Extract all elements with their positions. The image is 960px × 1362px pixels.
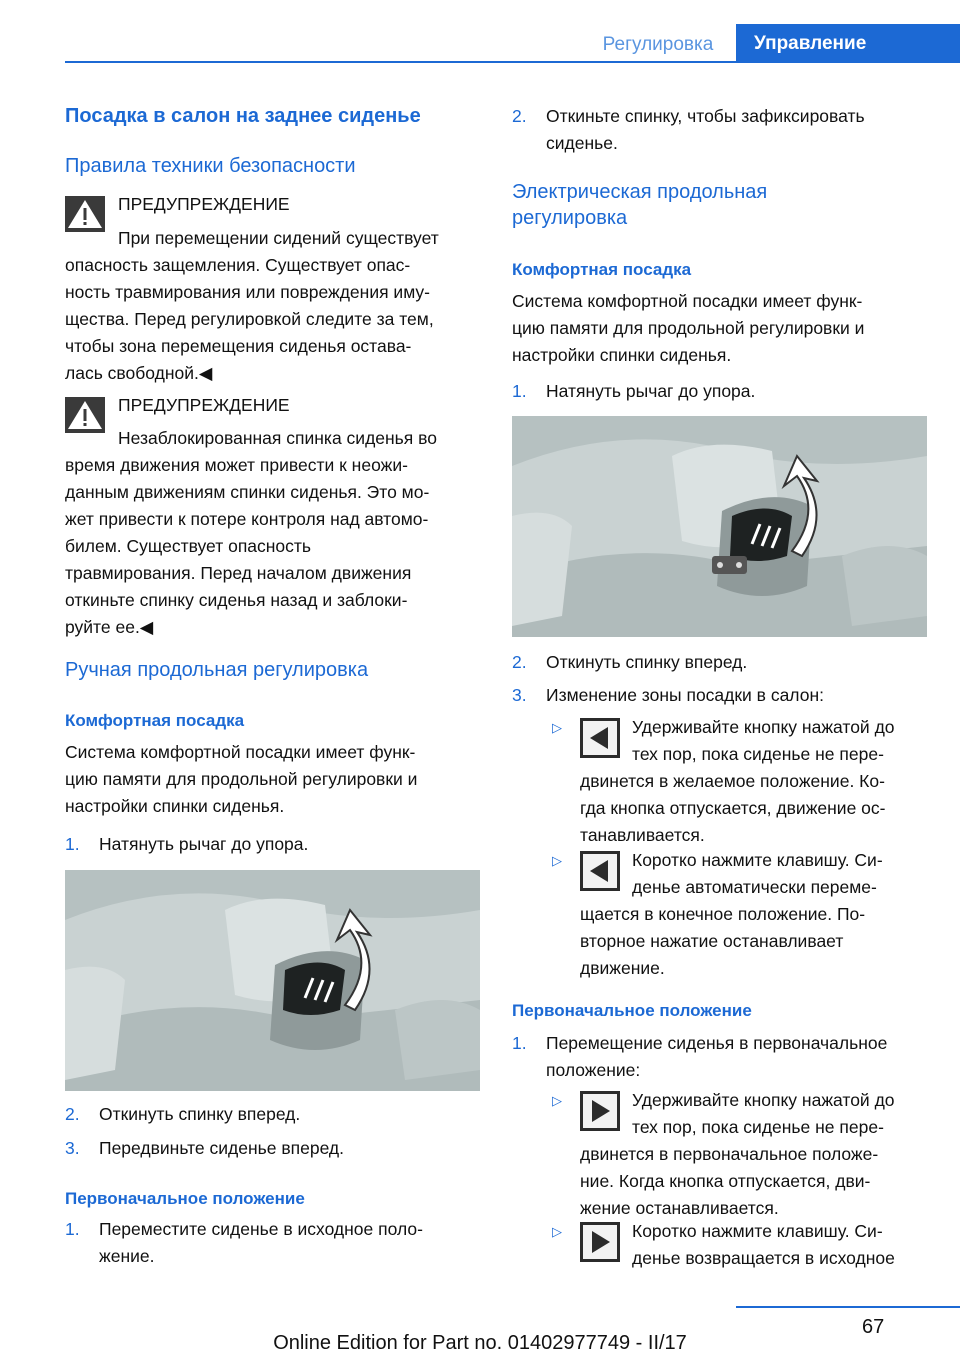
initial-heading: Первоначальное положение (65, 1189, 305, 1208)
sub-text: двинется в первоначальное положе- (580, 1144, 879, 1164)
sub-text: Коротко нажмите клавишу. Си- (632, 850, 883, 870)
step-text: Натянуть рычаг до упора. (99, 834, 309, 854)
bullet-marker: ▷ (552, 720, 562, 735)
step-number: 1. (512, 1033, 527, 1053)
manual-heading: Ручная продольная регулировка (65, 659, 369, 681)
step-text: Откиньте спинку, чтобы зафиксировать (546, 106, 865, 126)
step-text: сиденье. (546, 133, 618, 153)
warning-icon (65, 397, 105, 433)
sub-text: вторное нажатие останавливает (580, 931, 844, 951)
warning-text-line: опасность защемления. Существует опас- (65, 255, 411, 275)
sub-text: движение. (580, 958, 665, 978)
warning-text-line: чтобы зона перемещения сиденья остава- (65, 336, 412, 356)
step-text: жение. (99, 1246, 155, 1266)
step-number: 3. (512, 685, 527, 705)
warning-label: ПРЕДУПРЕЖДЕНИЕ (118, 395, 290, 415)
step-number: 1. (512, 381, 527, 401)
warning-text-line: данным движениям спинки сиденья. Это мо- (65, 482, 430, 502)
step-text: Переместите сиденье в исходное поло- (99, 1219, 423, 1239)
bullet-marker: ▷ (552, 1093, 562, 1108)
page-number: 67 (862, 1316, 885, 1338)
warning-text-line: При перемещении сидений существует (118, 228, 439, 248)
sub-text: денье возвращается в исходное (632, 1248, 895, 1268)
sub-text: Удерживайте кнопку нажатой до (632, 1090, 895, 1110)
safety-heading: Правила техники безопасности (65, 155, 356, 177)
arrow-left-button-icon (580, 851, 620, 891)
warning-label: ПРЕДУПРЕЖДЕНИЕ (118, 194, 290, 214)
arrow-left-button-icon (580, 718, 620, 758)
bullet-marker: ▷ (552, 853, 562, 868)
tab-adjust: Регулировка (602, 34, 714, 55)
initial-heading: Первоначальное положение (512, 1001, 752, 1020)
sub-text: двинется в желаемое положение. Ко- (580, 771, 885, 791)
section-title: Посадка в салон на заднее сиденье (65, 105, 421, 127)
seat-lever-photo (512, 416, 927, 637)
warning-text-line: откиньте спинку сиденья назад и заблоки- (65, 590, 408, 610)
warning-text-line: время движения может привести к неожи- (65, 455, 408, 475)
header-rule (65, 61, 960, 63)
sub-text: гда кнопка отпускается, движение ос- (580, 798, 886, 818)
step-text: Изменение зоны посадки в салон: (546, 685, 824, 705)
arrow-right-button-icon (580, 1222, 620, 1262)
comfort-text-line: цию памяти для продольной регулировки и (65, 769, 418, 789)
comfort-text-line: цию памяти для продольной регулировки и (512, 318, 865, 338)
warning-text-line: лась свободной.◀ (65, 363, 213, 383)
comfort-text-line: Система комфортной посадки имеет функ- (512, 291, 863, 311)
sub-text: тех пор, пока сиденье не пере- (632, 744, 884, 764)
sub-text: Коротко нажмите клавишу. Си- (632, 1221, 883, 1241)
step-number: 1. (65, 1219, 80, 1239)
step-number: 2. (512, 652, 527, 672)
step-number: 1. (65, 834, 80, 854)
step-text: Передвиньте сиденье вперед. (99, 1138, 345, 1158)
warning-icon (65, 196, 105, 232)
electric-heading: регулировка (512, 207, 628, 229)
warning-text-line: Незаблокированная спинка сиденья во (118, 428, 437, 448)
sub-text: тех пор, пока сиденье не пере- (632, 1117, 884, 1137)
electric-heading: Электрическая продольная (512, 181, 768, 203)
step-number: 2. (65, 1104, 80, 1124)
edition-text: Online Edition for Part no. 01402977749 - II/17 (273, 1332, 687, 1354)
sub-text: жение останавливается. (580, 1198, 779, 1218)
sub-text: ние. Когда кнопка отпускается, дви- (580, 1171, 871, 1191)
warning-text-line: руйте ее.◀ (65, 617, 154, 637)
step-text: положение: (546, 1060, 641, 1080)
warning-text-line: щества. Перед регулировкой следите за тем, (65, 309, 434, 329)
sub-text: денье автоматически переме- (632, 877, 877, 897)
seat-lever-photo (65, 870, 480, 1091)
warning-text-line: ность травмирования или повреждения иму- (65, 282, 431, 302)
sub-text: щается в конечное положение. По- (580, 904, 866, 924)
comfort-text-line: настройки спинки сиденья. (512, 345, 732, 365)
sub-text: танавливается. (580, 825, 705, 845)
footer-rule (736, 1306, 960, 1308)
step-text: Перемещение сиденья в первоначальное (546, 1033, 888, 1053)
arrow-right-button-icon (580, 1091, 620, 1131)
warning-text-line: жет привести к потере контроля над автомо- (65, 509, 429, 529)
warning-text-line: билем. Существует опасность (65, 536, 312, 556)
sub-text: Удерживайте кнопку нажатой до (632, 717, 895, 737)
warning-text-line: травмирования. Перед началом движения (65, 563, 412, 583)
comfort-text-line: Система комфортной посадки имеет функ- (65, 742, 416, 762)
step-text: Откинуть спинку вперед. (99, 1104, 301, 1124)
comfort-text-line: настройки спинки сиденья. (65, 796, 285, 816)
step-number: 3. (65, 1138, 80, 1158)
comfort-heading: Комфортная посадка (65, 711, 245, 730)
step-number: 2. (512, 106, 527, 126)
comfort-heading: Комфортная посадка (512, 260, 692, 279)
step-text: Натянуть рычаг до упора. (546, 381, 756, 401)
step-text: Откинуть спинку вперед. (546, 652, 748, 672)
tab-control: Управление (736, 24, 960, 62)
bullet-marker: ▷ (552, 1224, 562, 1239)
